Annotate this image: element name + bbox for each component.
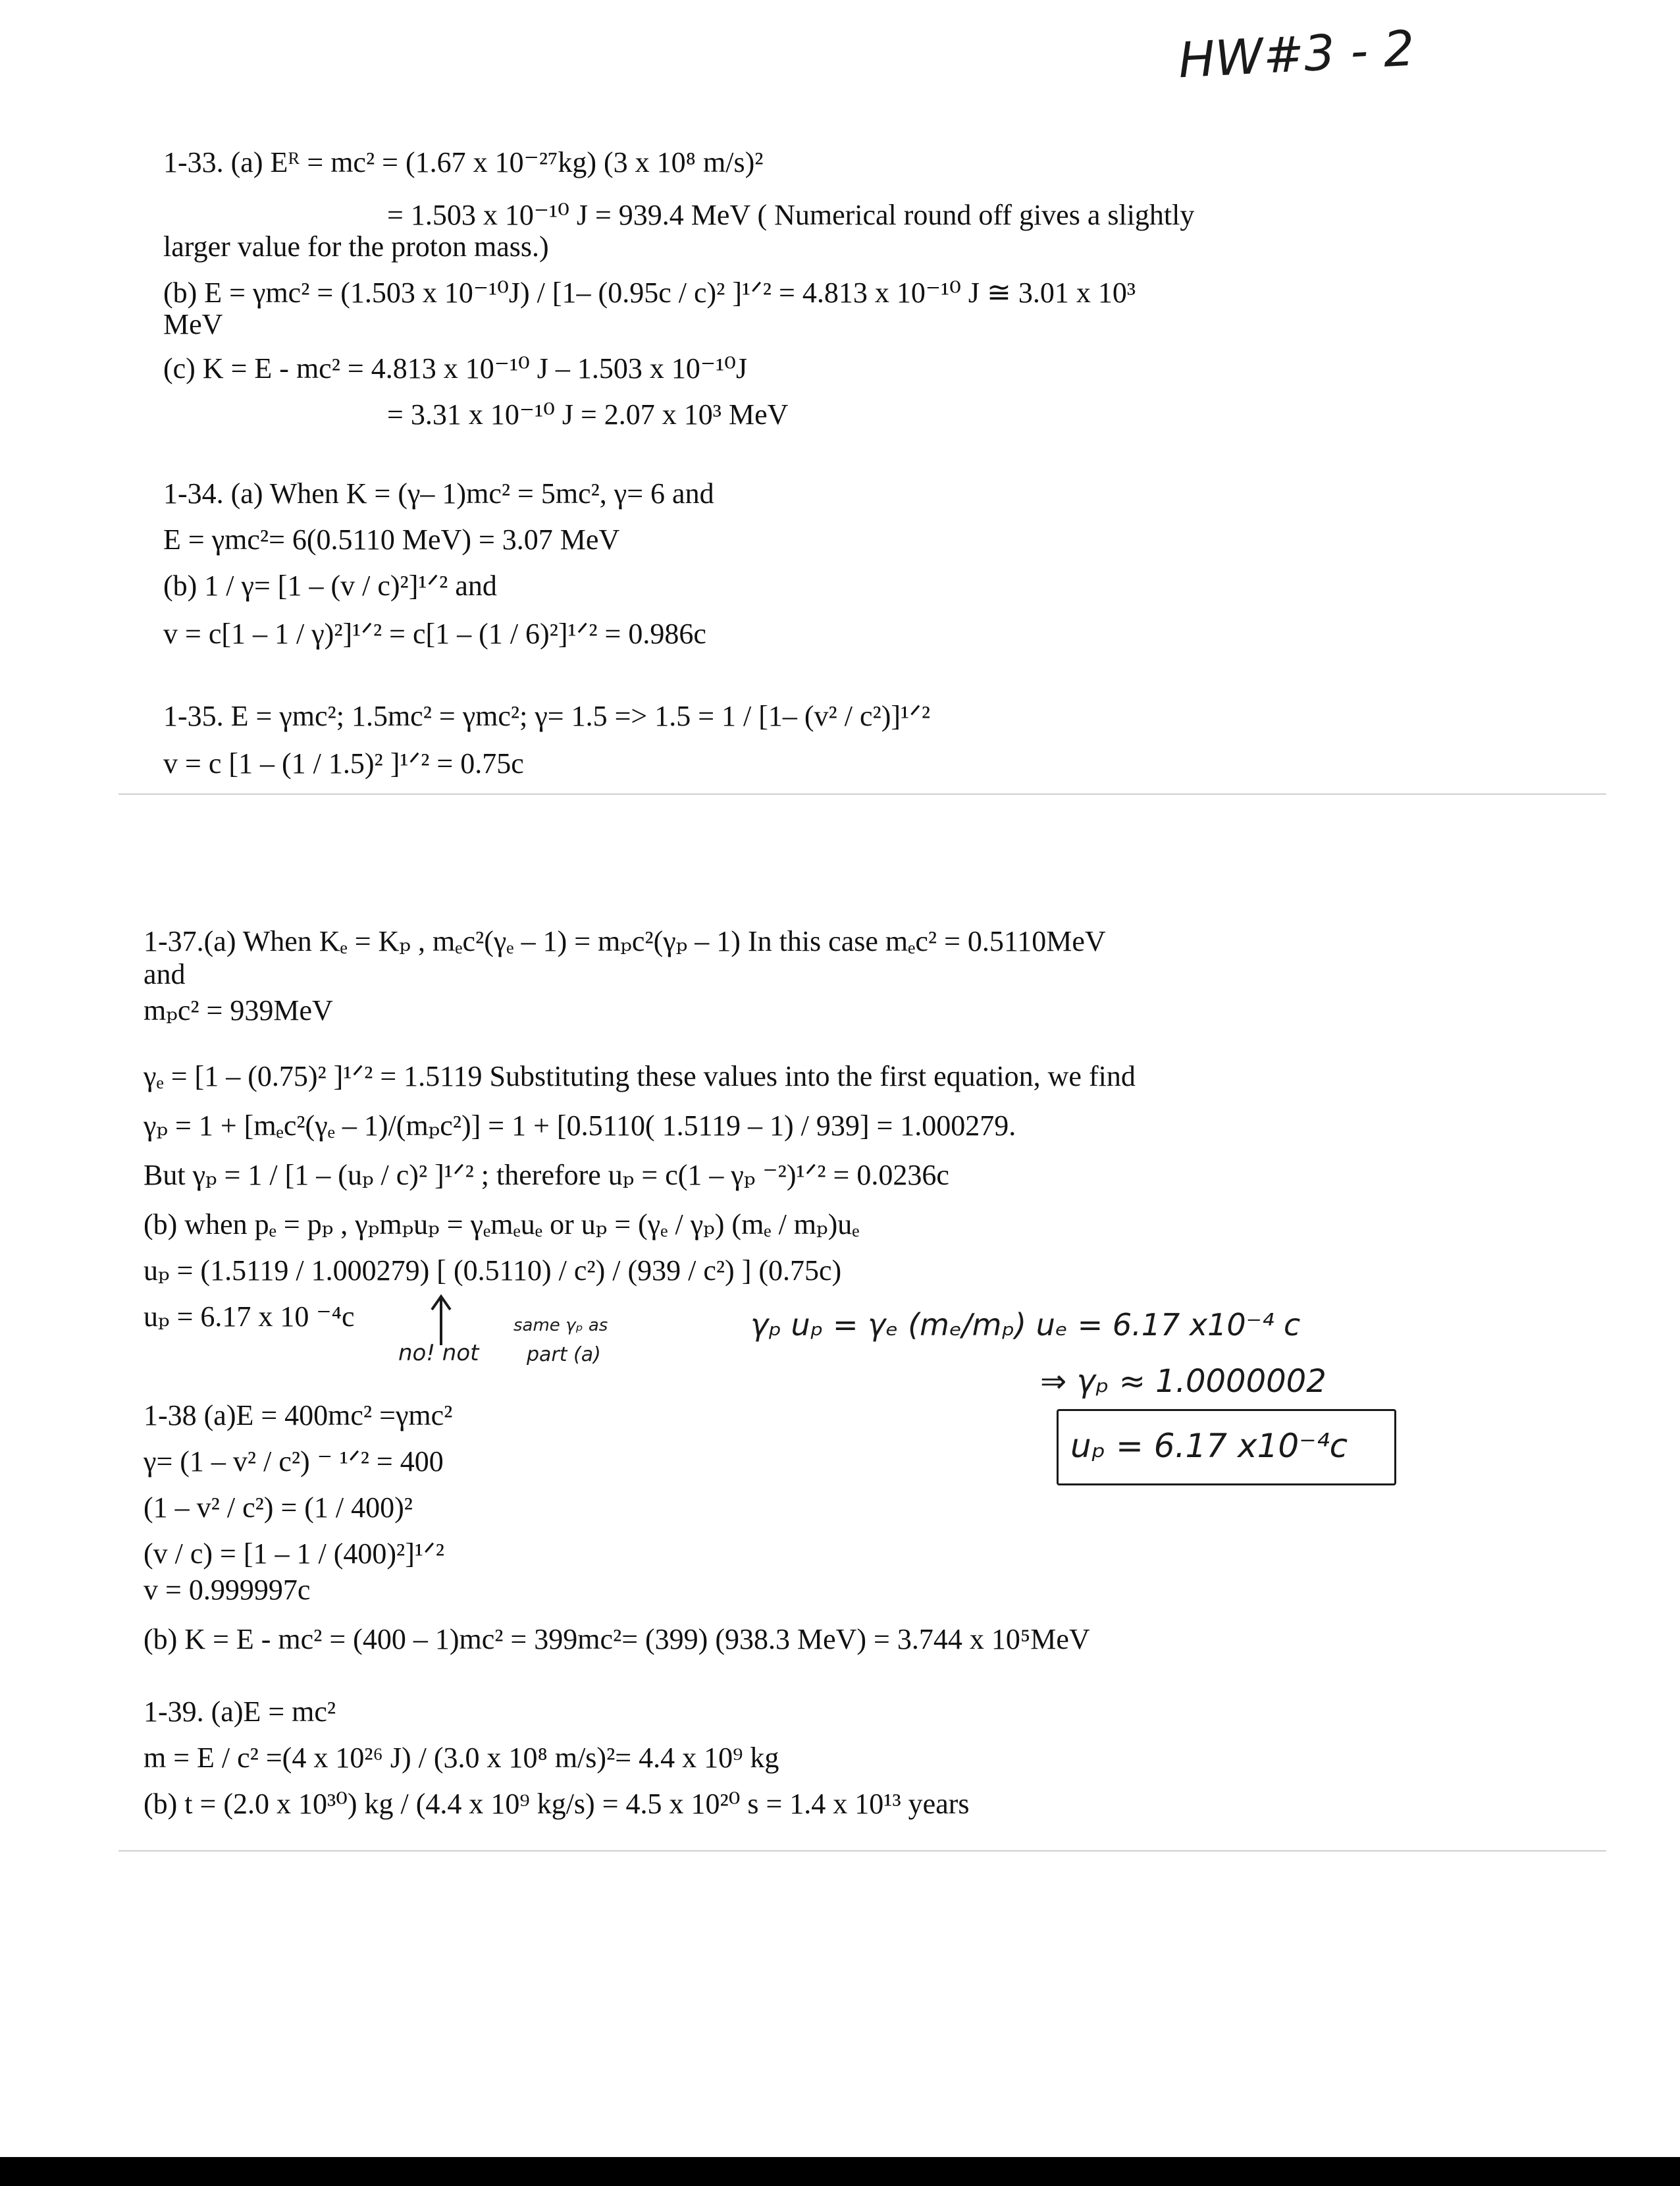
line-1-37-a: 1-37.(a) When Kₑ = Kₚ , mₑc²(γₑ – 1) = mₚc²(γₚ – 1) In this case mₑc² = 0.5110MeV bbox=[144, 925, 1106, 957]
boxed-answer-text: uₚ = 6.17 x10⁻⁴c bbox=[1070, 1427, 1348, 1465]
boxed-answer bbox=[1057, 1409, 1396, 1485]
line-1-35-velocity: v = c [1 – (1 / 1.5)² ]¹ᐟ² = 0.75c bbox=[163, 747, 524, 780]
scan-edge bbox=[0, 2157, 1680, 2186]
line-1-38-ratio: (1 – v² / c²) = (1 / 400)² bbox=[144, 1491, 413, 1524]
line-1-39-mass: m = E / c² =(4 x 10²⁶ J) / (3.0 x 10⁸ m/s)²= 4.4 x 10⁹ kg bbox=[144, 1742, 779, 1774]
line-1-34-b-velocity: v = c[1 – 1 / γ)²]¹ᐟ² = c[1 – (1 / 6)²]¹ᐟ² = 0.986c bbox=[163, 618, 706, 650]
homework-label: HW#3 - 2 bbox=[1176, 20, 1416, 90]
handwritten-note-part-a: part (a) bbox=[527, 1343, 601, 1366]
handwritten-gamma-p: ⇒ γₚ ≈ 1.0000002 bbox=[1040, 1363, 1326, 1400]
line-1-37-and: and bbox=[144, 958, 186, 990]
line-1-38-gamma: γ= (1 – v² / c²) ⁻ ¹ᐟ² = 400 bbox=[144, 1445, 444, 1478]
line-1-38-a: 1-38 (a)E = 400mc² =γmc² bbox=[144, 1399, 453, 1431]
line-1-37-up-a: But γₚ = 1 / [1 – (uₚ / c)² ]¹ᐟ² ; therefore uₚ = c(1 – γₚ ⁻²)¹ᐟ² = 0.0236c bbox=[144, 1159, 949, 1191]
line-1-37-gamma-e: γₑ = [1 – (0.75)² ]¹ᐟ² = 1.5119 Substituting these values into the first equation, we find bbox=[144, 1060, 1136, 1092]
line-1-34-b: (b) 1 / γ= [1 – (v / c)²]¹ᐟ² and bbox=[163, 570, 497, 602]
line-1-37-proton-energy: mₚc² = 939MeV bbox=[144, 994, 333, 1026]
handwritten-relation: γₚ uₚ = γₑ (mₑ/mₚ) uₑ = 6.17 x10⁻⁴ c bbox=[750, 1307, 1301, 1343]
line-1-37-b: (b) when pₑ = pₚ , γₚmₚuₚ = γₑmₑuₑ or uₚ = (γₑ / γₚ) (mₑ / mₚ)uₑ bbox=[144, 1208, 860, 1240]
line-1-38-v-over-c: (v / c) = [1 – 1 / (400)²]¹ᐟ² bbox=[144, 1537, 444, 1570]
line-1-39-b: (b) t = (2.0 x 10³⁰) kg / (4.4 x 10⁹ kg/s) = 4.5 x 10²⁰ s = 1.4 x 10¹³ years bbox=[144, 1788, 970, 1820]
line-1-38-b: (b) K = E - mc² = (400 – 1)mc² = 399mc²= (399) (938.3 MeV) = 3.744 x 10⁵MeV bbox=[144, 1623, 1090, 1655]
line-1-33-a: 1-33. (a) Eᴿ = mc² = (1.67 x 10⁻²⁷kg) (3 x 10⁸ m/s)² bbox=[163, 146, 764, 178]
line-1-33-c: (c) K = E - mc² = 4.813 x 10⁻¹⁰ J – 1.503 x 10⁻¹⁰J bbox=[163, 352, 748, 385]
line-1-33-b-unit: MeV bbox=[163, 308, 223, 340]
section-divider bbox=[118, 793, 1606, 795]
up-arrow-icon bbox=[428, 1294, 454, 1346]
line-1-33-a-result: = 1.503 x 10⁻¹⁰ J = 939.4 MeV ( Numerical round off gives a slightly bbox=[387, 199, 1195, 231]
line-1-35: 1-35. E = γmc²; 1.5mc² = γmc²; γ= 1.5 => 1.5 = 1 / [1– (v² / c²)]¹ᐟ² bbox=[163, 700, 931, 732]
line-1-38-velocity: v = 0.999997c bbox=[144, 1574, 311, 1606]
line-1-39-a: 1-39. (a)E = mc² bbox=[144, 1695, 336, 1728]
bottom-divider bbox=[118, 1850, 1606, 1852]
line-1-33-b: (b) E = γmc² = (1.503 x 10⁻¹⁰J) / [1– (0.95c / c)² ]¹ᐟ² = 4.813 x 10⁻¹⁰ J ≅ 3.01 x 10³ bbox=[163, 277, 1136, 309]
line-1-33-c-result: = 3.31 x 10⁻¹⁰ J = 2.07 x 10³ MeV bbox=[387, 398, 789, 431]
line-1-33-a-note: larger value for the proton mass.) bbox=[163, 230, 549, 263]
line-1-34-a: 1-34. (a) When K = (γ– 1)mc² = 5mc², γ= 6 and bbox=[163, 477, 714, 510]
line-1-37-up-result: uₚ = 6.17 x 10 ⁻⁴c bbox=[144, 1300, 355, 1333]
line-1-34-a-energy: E = γmc²= 6(0.5110 MeV) = 3.07 MeV bbox=[163, 523, 620, 556]
line-1-37-up-substitution: uₚ = (1.5119 / 1.000279) [ (0.5110) / c²) / (939 / c²) ] (0.75c) bbox=[144, 1254, 842, 1287]
line-1-37-gamma-p: γₚ = 1 + [mₑc²(γₑ – 1)/(mₚc²)] = 1 + [0.5110( 1.5119 – 1) / 939] = 1.000279. bbox=[144, 1109, 1016, 1142]
handwritten-note-same-gamma: same γₚ as bbox=[513, 1316, 608, 1335]
handwritten-note-no-not: no! not bbox=[398, 1340, 479, 1366]
